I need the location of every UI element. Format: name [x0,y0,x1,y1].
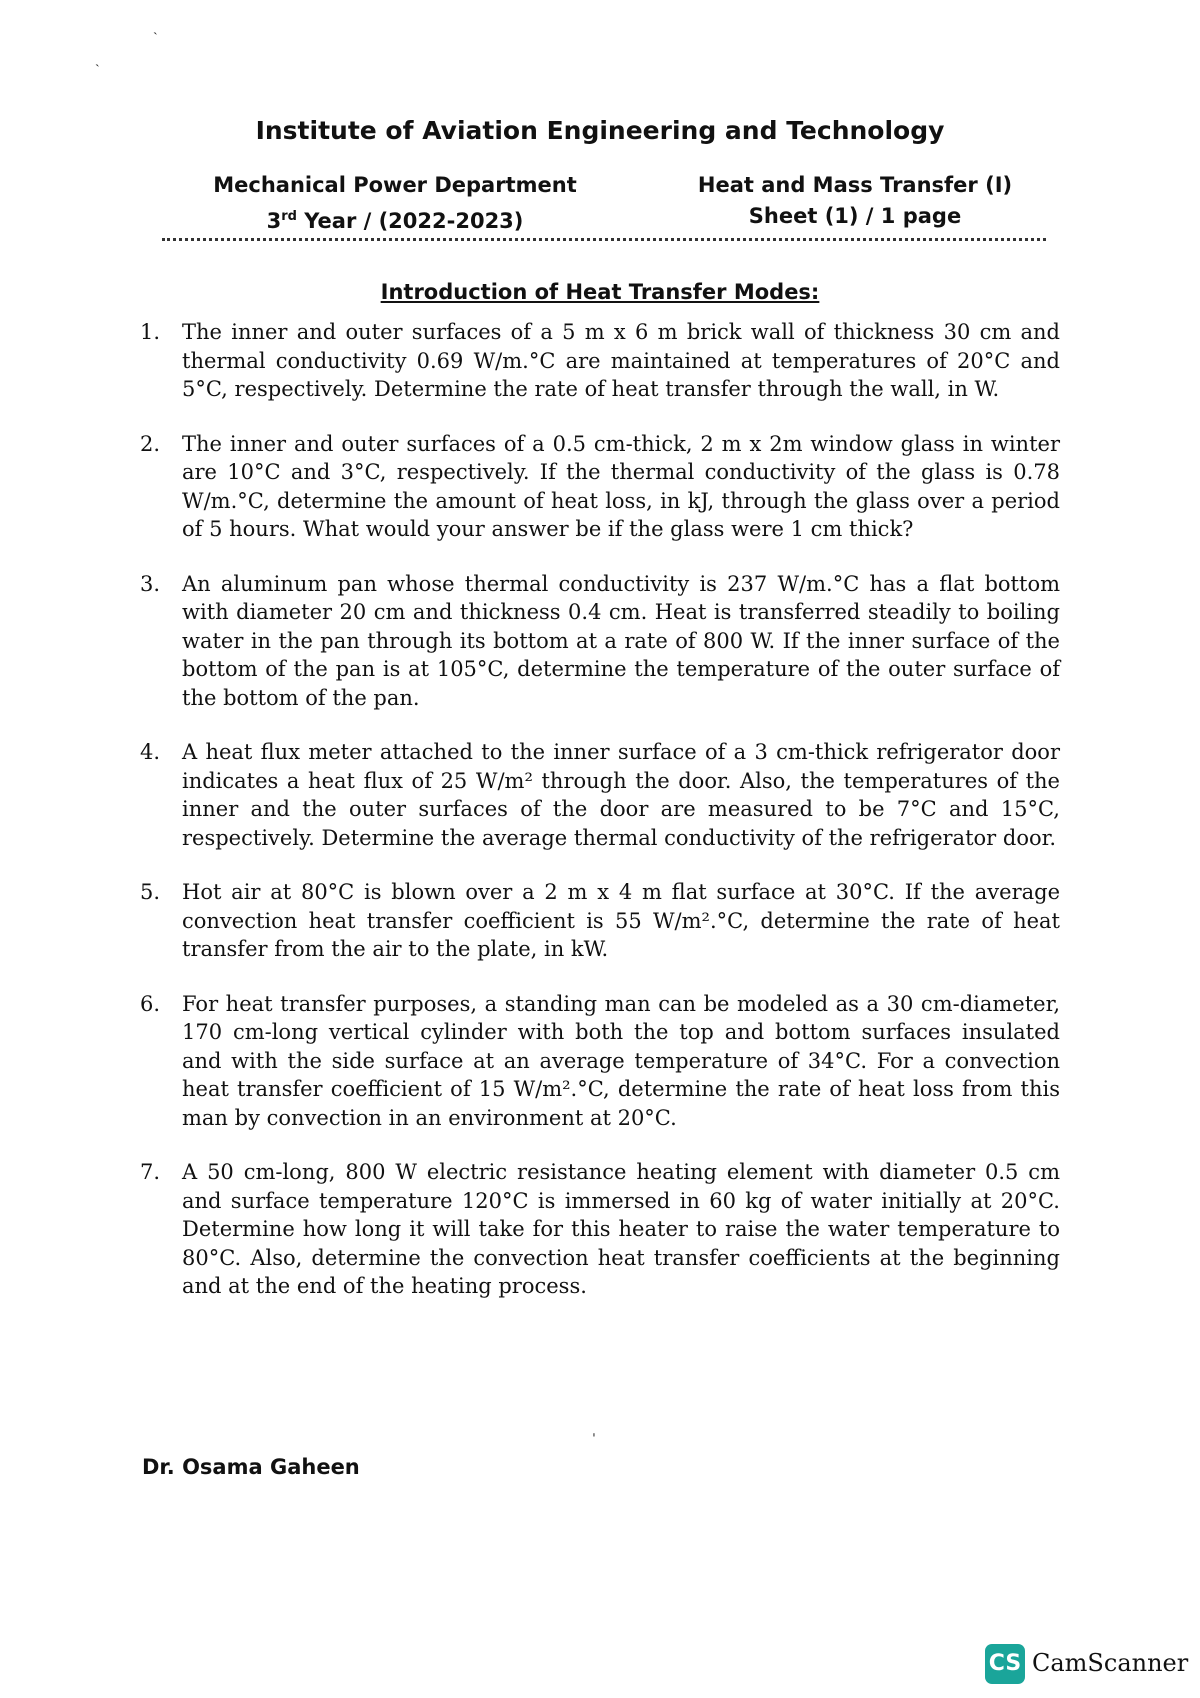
section-title: Introduction of Heat Transfer Modes: [380,280,820,304]
problem-item [140,318,1060,404]
course-block [680,170,1030,232]
department-name: Mechanical Power Department [213,173,577,197]
problem-text: The inner and outer surfaces of a 0.5 cm-thick, 2 m x 2m window glass in winter are 10°C and 3°C, respectively. If the thermal conductivity of the glass is 0.78 W/m.°C, determine the amount of heat loss, in kJ, through the glass over a period of 5 hours. What would your answer be if the glass were 1 cm thick? [182,431,1060,541]
problem-text: Hot air at 80°C is blown over a 2 m x 4 m flat surface at 30°C. If the average convection heat transfer coefficient is 55 W/m².°C, determine the rate of heat transfer from the air to the plate, in kW. [182,880,1060,961]
problem-item [140,570,1060,713]
problem-text: A heat flux meter attached to the inner surface of a 3 cm-thick refrigerator door indicates a heat flux of 25 W/m² through the door. Also, the temperatures of the inner and the outer surfaces of the door are measured to be 7°C and 15°C, respectively. Determine the average thermal conductivity of the refrigerator door. [182,740,1060,850]
dotted-divider [162,238,1046,241]
academic-year: 3rd Year / (2022-2023) [266,209,524,233]
department-block [210,170,580,237]
problem-number: 6. [140,991,161,1016]
problem-item [140,430,1060,544]
problem-list [140,318,1060,1301]
problem-number: 5. [140,880,161,904]
problem-text: An aluminum pan whose thermal conductivity is 237 W/m.°C has a flat bottom with diameter 20 cm and thickness 0.4 cm. Heat is transferred steadily to boiling water in the pan through its bottom at a rate of 800 W. If the inner surface of the bottom of the pan is at 105°C, determine the temperature of the outer surface of the bottom of the pan. [182,571,1060,710]
camscanner-watermark: CamScanner [1032,1649,1189,1677]
problem-number: 1. [140,320,161,344]
author-name: Dr. Osama Gaheen [142,1455,360,1479]
institute-title: Institute of Aviation Engineering and Technology [255,116,945,145]
scan-mark: ˴ [95,56,100,72]
problem-number: 3. [140,571,161,596]
problem-item [140,1158,1060,1301]
problem-item [140,878,1060,964]
problem-text: A 50 cm-long, 800 W electric resistance heating element with diameter 0.5 cm and surface temperature 120°C is immersed in 60 kg of water initially at 20°C. Determine how long it will take for this heater to raise the water temperature to 80°C. Also, determine the convection heat transfer coefficients at the beginning and at the end of the heating process. [182,1160,1060,1298]
problem-number: 7. [140,1160,161,1184]
problem-item [140,738,1060,852]
problem-text: The inner and outer surfaces of a 5 m x 6 m brick wall of thickness 30 cm and thermal conductivity 0.69 W/m.°C are maintained at temperatures of 20°C and 5°C, respectively. Determine the rate of heat transfer through the wall, in W. [182,320,1060,401]
problem-number: 4. [140,740,161,764]
scan-mark: ˴ [153,24,158,40]
sheet-label: Sheet (1) / 1 page [748,204,962,228]
problem-item [140,990,1060,1133]
camscanner-logo-icon: CS [985,1644,1025,1684]
problem-number: 2. [140,431,161,456]
problem-text: For heat transfer purposes, a standing man can be modeled as a 30 cm-diameter, 170 cm-long vertical cylinder with both the top and bottom surfaces insulated and with the side surface at an average temperature of 34°C. For a convection heat transfer coefficient of 15 W/m².°C, determine the rate of heat loss from this man by convection in an environment at 20°C. [182,991,1060,1130]
course-name: Heat and Mass Transfer (I) [697,173,1013,197]
scan-mark: ˈ [592,1432,596,1448]
